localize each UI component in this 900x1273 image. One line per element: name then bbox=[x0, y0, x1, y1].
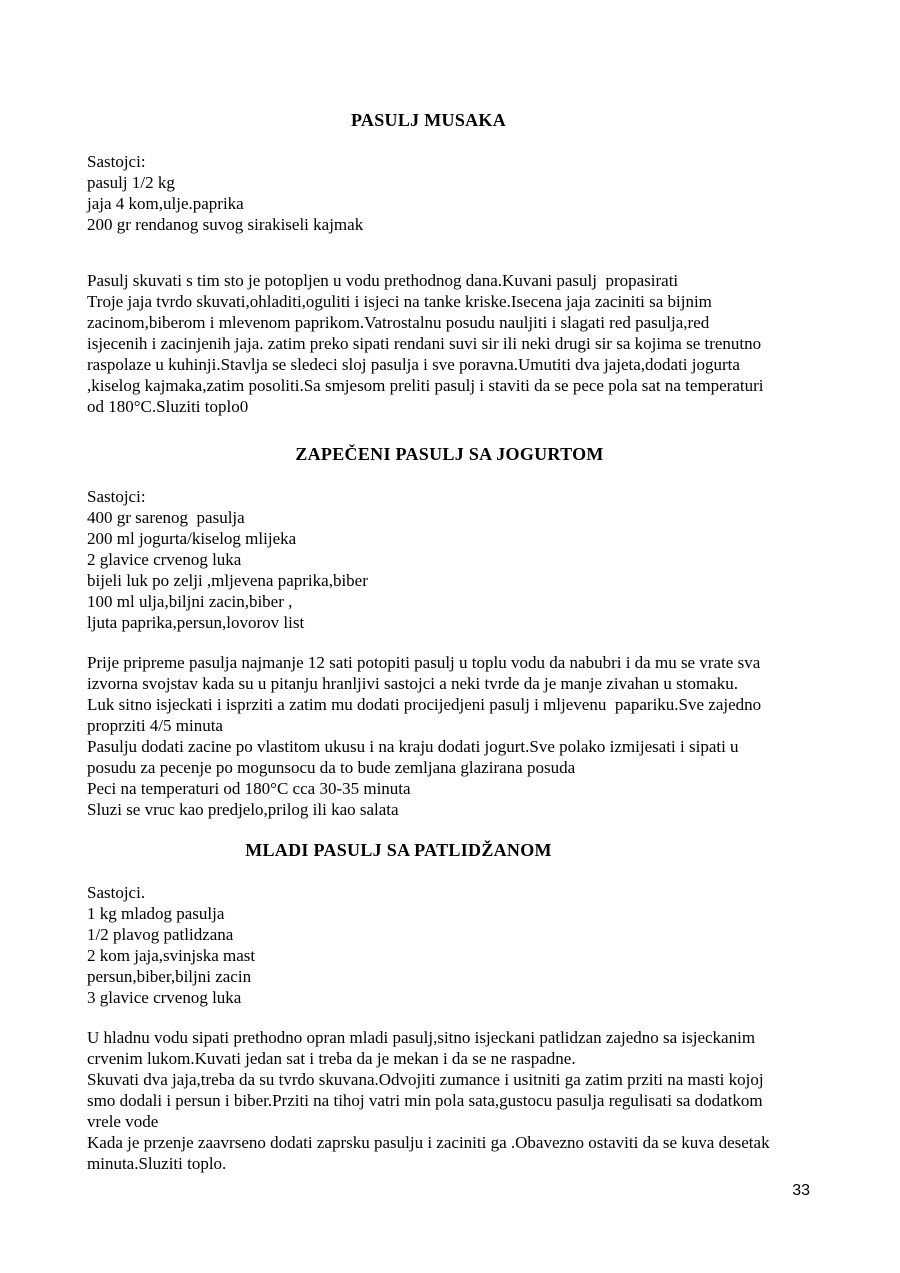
ingredients-header: Sastojci: bbox=[87, 487, 146, 506]
ingredient-line: 2 glavice crvenog luka bbox=[87, 550, 242, 569]
ingredient-line: 2 kom jaja,svinjska mast bbox=[87, 946, 256, 965]
recipes-container bbox=[87, 110, 812, 1174]
instruction-line: od 180°C.Sluziti toplo0 bbox=[87, 397, 249, 416]
instruction-line: Sluzi se vruc kao predjelo,prilog ili kao salata bbox=[87, 800, 399, 819]
ingredient-line: 3 glavice crvenog luka bbox=[87, 988, 242, 1007]
ingredient-line: 400 gr sarenog pasulja bbox=[87, 508, 245, 527]
ingredient-line: 1 kg mladog pasulja bbox=[87, 904, 225, 923]
ingredient-line: bijeli luk po zelji ,mljevena paprika,biber bbox=[87, 571, 368, 590]
instruction-line: Pasulj skuvati s tim sto je potopljen u vodu prethodnog dana.Kuvani pasulj propasirati bbox=[87, 271, 679, 290]
instruction-line: isjecenih i zacinjenih jaja. zatim preko sipati rendani suvi sir ili neki drugi sir sa kojima se trenutno bbox=[87, 334, 762, 353]
instructions-paragraph bbox=[87, 652, 812, 820]
instruction-line: raspolaze u kuhinji.Stavlja se sledeci sloj pasulja i sve poravna.Umutiti dva jajeta,dodati jogurta bbox=[87, 355, 740, 374]
recipe-title: ZAPEČENI PASULJ SA JOGURTOM bbox=[295, 444, 604, 464]
ingredients-list bbox=[87, 486, 812, 633]
instruction-line: Troje jaja tvrdo skuvati,ohladiti,oguliti i isjeci na tanke kriske.Isecena jaja zaciniti sa bijnim bbox=[87, 292, 712, 311]
recipe-section bbox=[87, 840, 812, 1174]
page-number: 33 bbox=[792, 1182, 810, 1199]
ingredients-list bbox=[87, 882, 812, 1008]
instructions-paragraph bbox=[87, 270, 812, 417]
instruction-line: Skuvati dva jaja,treba da su tvrdo skuvana.Odvojiti zumance i usitniti ga zatim prziti na masti kojoj bbox=[87, 1070, 764, 1089]
ingredient-line: jaja 4 kom,ulje.paprika bbox=[87, 194, 244, 213]
instruction-line: crvenim lukom.Kuvati jedan sat i treba da je mekan i da se ne raspadne. bbox=[87, 1049, 576, 1068]
ingredient-line: 200 ml jogurta/kiselog mlijeka bbox=[87, 529, 297, 548]
ingredient-line: ljuta paprika,persun,lovorov list bbox=[87, 613, 305, 632]
instruction-line: posudu za pecenje po mogunsocu da to bude zemljana glazirana posuda bbox=[87, 758, 576, 777]
instruction-line: izvorna svojstav kada su u pitanju hranljivi sastojci a neki tvrde da je manje zivahan u stomaku. bbox=[87, 674, 739, 693]
ingredient-line: pasulj 1/2 kg bbox=[87, 173, 175, 192]
recipe-section bbox=[87, 444, 812, 820]
ingredient-line: persun,biber,biljni zacin bbox=[87, 967, 252, 986]
instruction-line: Peci na temperaturi od 180°C cca 30-35 minuta bbox=[87, 779, 411, 798]
instruction-line: U hladnu vodu sipati prethodno opran mladi pasulj,sitno isjeckani patlidzan zajedno sa isjeckanim bbox=[87, 1028, 756, 1047]
instruction-line: Kada je przenje zaavrseno dodati zaprsku pasulju i zaciniti ga .Obavezno ostaviti da se kuva desetak bbox=[87, 1133, 770, 1152]
instruction-line: smo dodali i persun i biber.Prziti na tihoj vatri min pola sata,gustocu pasulja regulisati sa dodatkom bbox=[87, 1091, 763, 1110]
instruction-line: minuta.Sluziti toplo. bbox=[87, 1154, 227, 1173]
ingredients-header: Sastojci. bbox=[87, 883, 146, 902]
instruction-line: Luk sitno isjeckati i isprziti a zatim mu dodati procijedjeni pasulj i mljevenu papariku.Sve zajedno bbox=[87, 695, 762, 714]
instruction-line: Prije pripreme pasulja najmanje 12 sati potopiti pasulj u toplu vodu da nabubri i da mu se vrate sva bbox=[87, 653, 761, 672]
recipe-title: MLADI PASULJ SA PATLIDŽANOM bbox=[245, 840, 552, 860]
ingredient-line: 200 gr rendanog suvog sirakiseli kajmak bbox=[87, 215, 364, 234]
instruction-line: Pasulju dodati zacine po vlastitom ukusu i na kraju dodati jogurt.Sve polako izmijesati i sipati u bbox=[87, 737, 739, 756]
instruction-line: vrele vode bbox=[87, 1112, 159, 1131]
recipe-section bbox=[87, 110, 812, 417]
instructions-paragraph bbox=[87, 1027, 812, 1174]
ingredients-list bbox=[87, 151, 812, 235]
ingredients-header: Sastojci: bbox=[87, 152, 146, 171]
recipe-title: PASULJ MUSAKA bbox=[350, 110, 507, 130]
instruction-line: proprziti 4/5 minuta bbox=[87, 716, 223, 735]
instruction-line: zacinom,biberom i mlevenom paprikom.Vatrostalnu posudu nauljiti i slagati red pasulja,red bbox=[87, 313, 710, 332]
instruction-line: ,kiselog kajmaka,zatim posoliti.Sa smjesom preliti pasulj i staviti da se pece pola sat na temperaturi bbox=[87, 376, 764, 395]
ingredient-line: 100 ml ulja,biljni zacin,biber , bbox=[87, 592, 293, 611]
ingredient-line: 1/2 plavog patlidzana bbox=[87, 925, 234, 944]
